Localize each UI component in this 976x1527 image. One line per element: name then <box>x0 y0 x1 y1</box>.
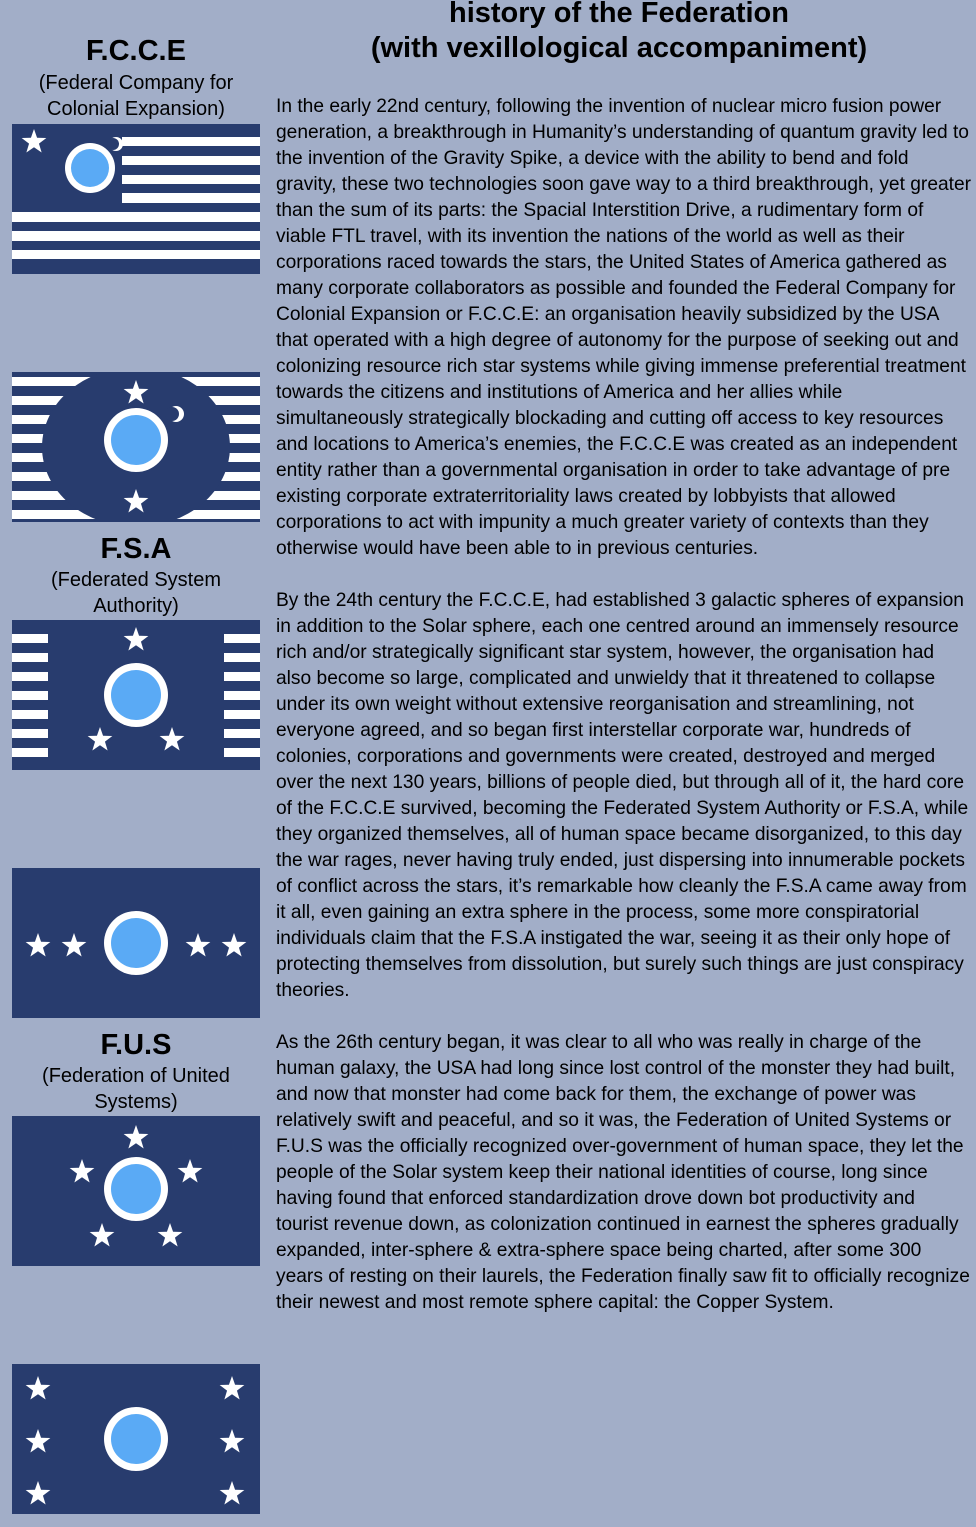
fcce-subtitle <box>12 70 260 122</box>
transition-flag-1 <box>12 372 260 522</box>
copper-flag <box>12 1364 260 1514</box>
history-text <box>276 94 972 1342</box>
transition-flag-2 <box>12 868 260 1018</box>
fus-subtitle-line-1: (Federation of United <box>42 1065 230 1087</box>
fus-heading: F.U.S <box>100 1029 172 1061</box>
fus-subtitle <box>12 1063 260 1115</box>
fus-flag <box>12 1116 260 1266</box>
fsa-heading: F.S.A <box>100 533 172 565</box>
fsa-subtitle-line-1: (Federated System <box>50 569 222 591</box>
fus-subtitle-line-2: Systems) <box>94 1091 178 1113</box>
history-paragraph-1: In the early 22nd century, following the invention of nuclear micro fusion power generation, a breakthrough in Humanity’s understanding of quantum gravity led to the invention of the Gravity Spike, a device with the ability to bend and fold gravity, these two technologies soon gave way to a third breakthrough, yet greater than the sum of its parts: the Spacial Interstition Drive, a rudimentary form of viable FTL travel, with its invention the nations of the world as well as their corporations raced towards the stars, the United States of America gathered as many corporate collaborators as possible and founded the Federal Company for Colonial Expansion or F.C.C.E: an organisation heavily subsidized by the USA that operated with a high degree of autonomy for the purpose of seeking out and colonizing resource rich star systems while giving immense preferential treatment towards the citizens and institutions of America and her allies while simultaneously strategically blockading and cutting off access to key resources and locations to America’s enemies, the F.C.C.E was created as an independent entity rather than a governmental organisation in order to take advantage of pre existing corporate extraterritoriality laws created by lobbyists that allowed corporations to act with impunity a much greater variety of contexts than they otherwise would have been able to in previous centuries. <box>276 96 972 559</box>
fsa-subtitle-line-2: Authority) <box>93 595 179 617</box>
fcce-subtitle-line-1: (Federal Company for <box>38 72 234 94</box>
fsa-flag <box>12 620 260 770</box>
history-paragraph-2: By the 24th century the F.C.C.E, had established 3 galactic spheres of expansion in addition to the Solar sphere, each one centred around an immensely resource rich and/or strategically significant star system, however, the organisation had also become so large, complicated and unwieldy that it threatened to collapse under its own weight without extensive reorganisation and streamlining, not everyone agreed, and so began first interstellar corporate war, hundreds of colonies, corporations and governments were created, destroyed and merged over the next 130 years, billions of people died, but through all of it, the hard core of the F.C.C.E survived, becoming the Federated System Authority or F.S.A, while they organized themselves, all of human space became disorganized, to this day the war rages, never having truly ended, just dispersing into innumerable pockets of conflict across the stars, it’s remarkable how cleanly the F.S.A came away from it all, even gaining an extra sphere in the process, some more conspiratorial individuals claim that the F.S.A instigated the war, seeing it as their only hope of protecting themselves from dissolution, but surely such things are just conspiracy theories. <box>276 590 969 1001</box>
planet-icon <box>111 1414 161 1464</box>
title-line-2: (with vexillological accompaniment) <box>370 32 868 64</box>
planet-icon <box>71 149 109 187</box>
fcce-heading: F.C.C.E <box>86 35 186 67</box>
history-paragraph-3: As the 26th century began, it was clear to all who was really in charge of the human galaxy, the USA had long since lost control of the monster they had built, and now that monster had come back for them, the exchange of power was relatively swift and peaceful, and so it was, the Federation of United Systems or F.U.S was the officially recognized over-government of human space, they let the people of the Solar system keep their national identities of course, long since having found that enforced standardization drove down bot productivity and tourist revenue down, as colonization continued in earnest the spheres gradually expanded, inter-sphere & extra-sphere space being charted, after some 300 years of resting on their laurels, the Federation finally saw fit to officially recognize their newest and most remote sphere capital: the Copper System. <box>276 1032 970 1313</box>
fsa-subtitle <box>12 567 260 619</box>
fcce-flag <box>12 124 260 274</box>
planet-icon <box>111 918 161 968</box>
planet-icon <box>111 1164 161 1214</box>
planet-icon <box>111 670 161 720</box>
planet-icon <box>111 415 161 465</box>
page-title <box>262 0 976 66</box>
title-line-1: history of the Federation <box>449 0 789 29</box>
fcce-subtitle-line-2: Colonial Expansion) <box>47 98 225 120</box>
